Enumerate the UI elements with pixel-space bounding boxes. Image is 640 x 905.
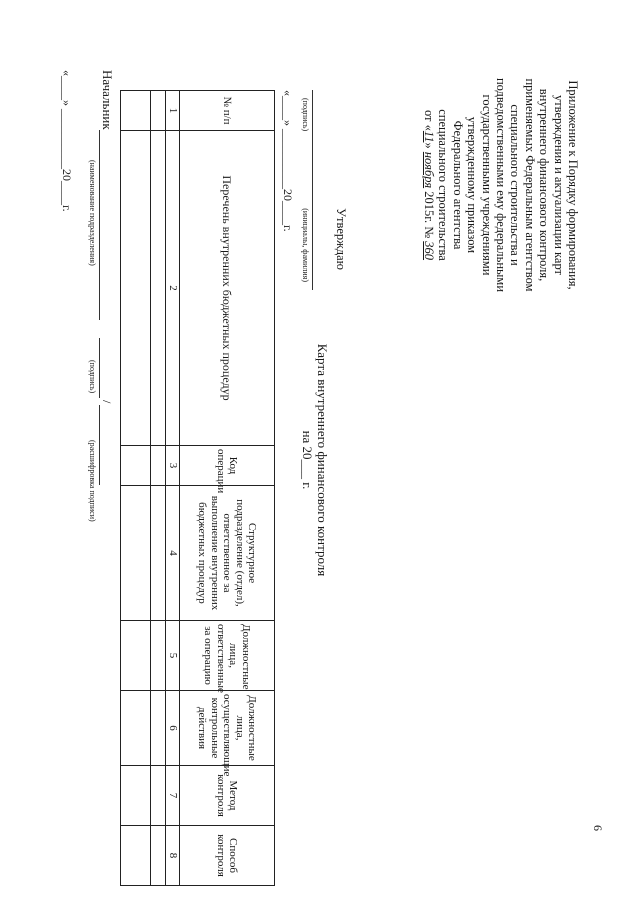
- column-header: Код операции: [180, 446, 275, 486]
- head-label: Начальник: [100, 70, 115, 130]
- appendix-line: утверждения и актуализации карт: [551, 94, 566, 276]
- appendix-note: [422, 60, 580, 310]
- table-cell[interactable]: [121, 131, 151, 446]
- column-number-row: [166, 91, 180, 886]
- signature-decode-line[interactable]: [99, 405, 114, 485]
- column-header: Перечень внутренних бюджетных процедур: [180, 131, 275, 446]
- appendix-line: специального строительства и: [508, 104, 523, 266]
- column-header: Должностные лица, ответственные за операцию: [180, 621, 275, 691]
- column-header: Метод контроля: [180, 766, 275, 826]
- approval-title: Утверждаю: [334, 208, 348, 270]
- table-cell[interactable]: [151, 826, 166, 886]
- appendix-line: государственными учреждениями: [479, 94, 494, 276]
- table-row: [121, 91, 151, 886]
- table-cell[interactable]: [151, 446, 166, 486]
- footer-signature-block: [59, 70, 115, 890]
- column-number: 3: [166, 446, 180, 486]
- order-day: 11: [421, 130, 436, 143]
- signature-decode-hint: (расшифровка подписи): [88, 440, 97, 522]
- table-cell[interactable]: [121, 621, 151, 691]
- appendix-line: специального строительства: [436, 109, 451, 261]
- card-title-line: Карта внутреннего финансового контроля: [315, 343, 330, 577]
- slash-separator: /: [100, 400, 114, 404]
- unit-name-line[interactable]: [99, 130, 114, 320]
- approval-sign-hint: (подпись): [301, 98, 310, 132]
- column-number: 7: [166, 766, 180, 826]
- column-number: 6: [166, 691, 180, 766]
- table-cell[interactable]: [121, 486, 151, 621]
- appendix-line: Приложение к Порядку формирования,: [566, 80, 580, 290]
- table-cell[interactable]: [151, 91, 166, 131]
- order-month: ноября: [421, 151, 436, 189]
- signature-line[interactable]: [99, 338, 114, 398]
- column-number: 5: [166, 621, 180, 691]
- appendix-line: подведомственными ему федеральными: [493, 77, 508, 293]
- column-number: 8: [166, 826, 180, 886]
- table-cell[interactable]: [121, 446, 151, 486]
- appendix-line: внутреннего финансового контроля,: [537, 88, 552, 282]
- table-cell[interactable]: [121, 91, 151, 131]
- appendix-line: Федерального агентства: [450, 120, 465, 250]
- appendix-line: применяемых Федеральным агентством: [522, 78, 537, 292]
- table-cell[interactable]: [151, 621, 166, 691]
- approval-name-hint: (инициалы, фамилия): [301, 208, 310, 282]
- column-number: 4: [166, 486, 180, 621]
- table-cell[interactable]: [151, 691, 166, 766]
- appendix-line: утвержденному приказом: [465, 116, 480, 254]
- approval-date: «____» __________20____г.: [281, 90, 295, 232]
- table-cell[interactable]: [121, 691, 151, 766]
- column-number: 2: [166, 131, 180, 446]
- table-cell[interactable]: [151, 131, 166, 446]
- table-header-row: [180, 91, 275, 886]
- order-reference: от «11» ноября 2015г. № 360: [421, 109, 436, 261]
- table-cell[interactable]: [121, 826, 151, 886]
- column-header: № п/п: [180, 91, 275, 131]
- column-number: 1: [166, 91, 180, 131]
- footer-date: «____» __________20____г.: [60, 70, 74, 212]
- order-number: 360: [421, 241, 436, 261]
- column-header: Должностные лица, осуществляющие контрольные действия: [180, 691, 275, 766]
- card-year-line: на 20___ г.: [300, 430, 315, 490]
- table-cell[interactable]: [121, 766, 151, 826]
- table-cell[interactable]: [151, 486, 166, 621]
- table-cell[interactable]: [151, 766, 166, 826]
- card-title: [300, 250, 330, 670]
- column-header: Способ контроля: [180, 826, 275, 886]
- page-number: 6: [591, 825, 605, 831]
- table-row: [151, 91, 166, 886]
- control-card-table: [121, 90, 276, 886]
- unit-name-hint: (наименование подразделения): [88, 160, 97, 266]
- column-header: Структурное подразделение (отдел), ответственное за выполнение внутренних бюджетных процедур: [180, 486, 275, 621]
- signature-hint: (подпись): [88, 360, 97, 394]
